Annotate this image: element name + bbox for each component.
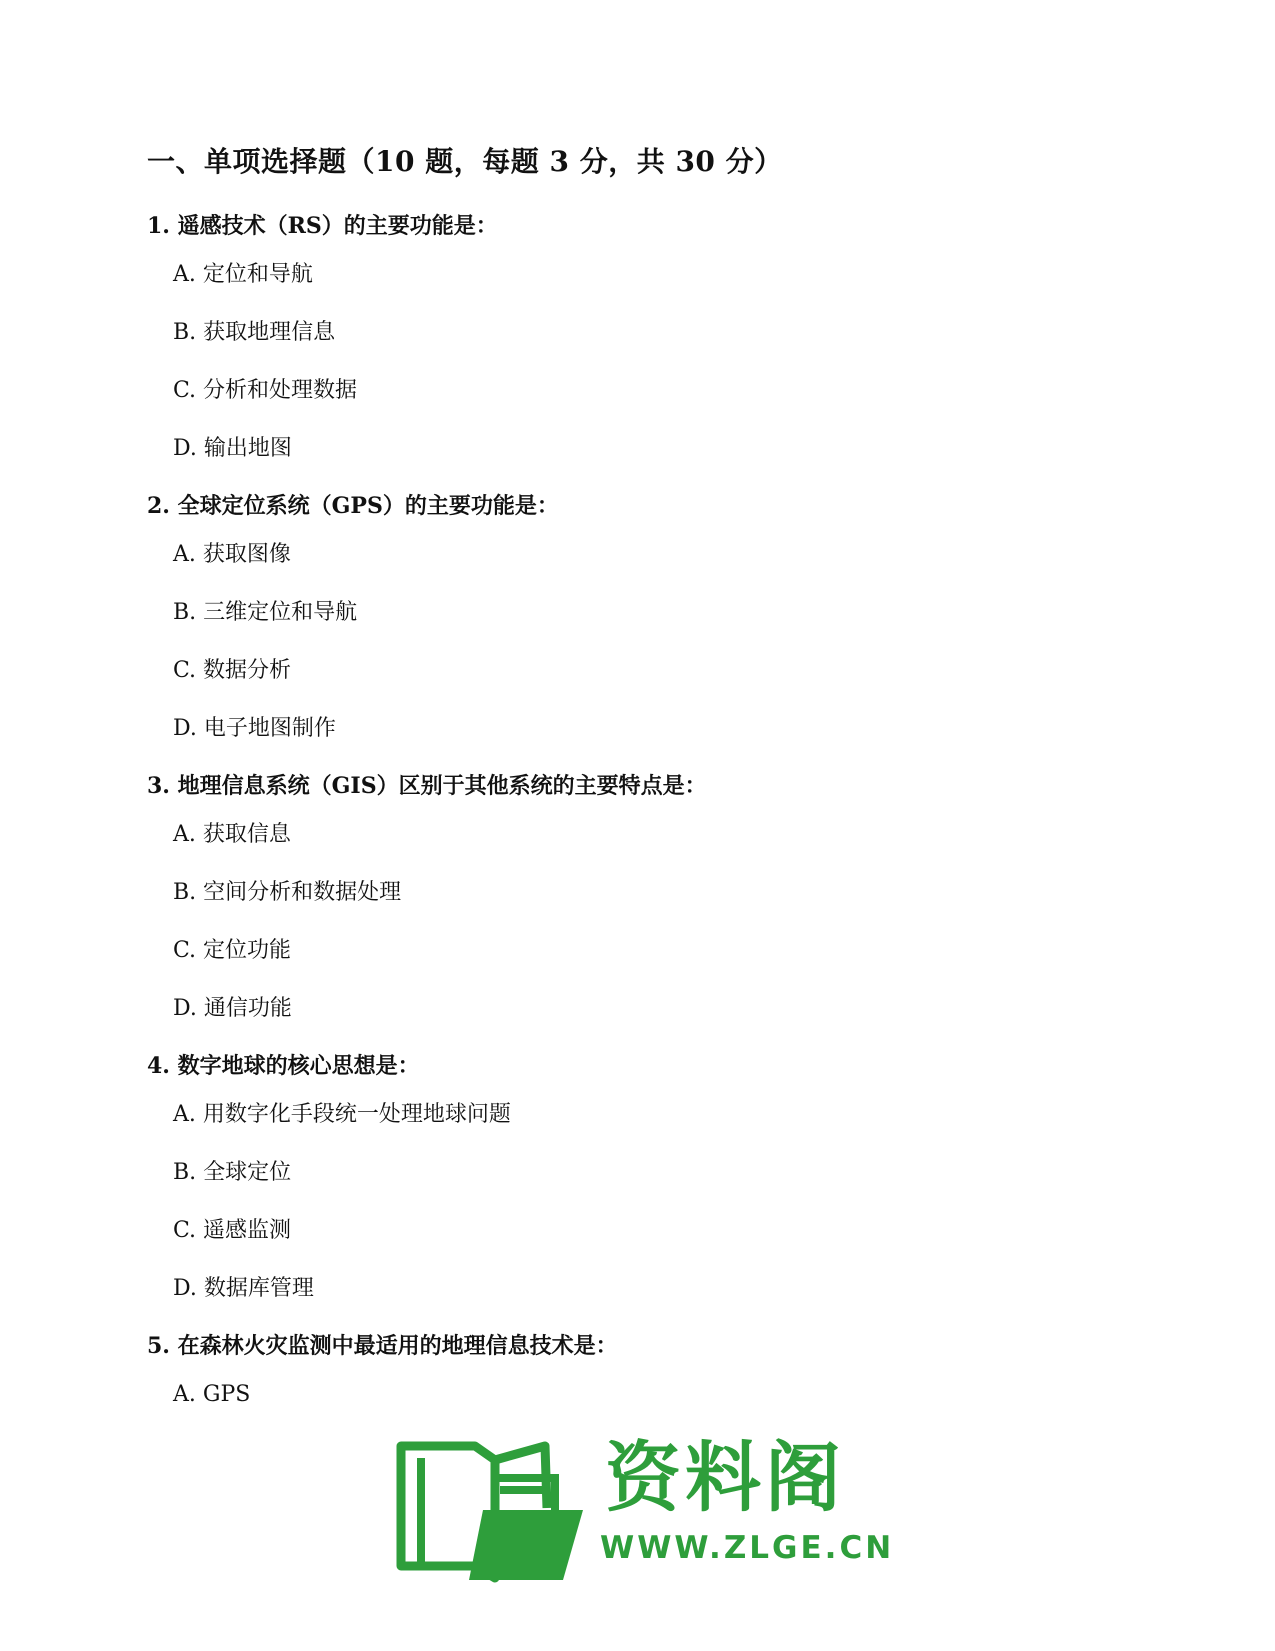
question-text: 3. 地理信息系统（GIS）区别于其他系统的主要特点是： <box>147 773 707 799</box>
open-book-folder-icon <box>395 1438 590 1588</box>
option-c: C. 分析和处理数据 <box>173 378 358 403</box>
option-a: A. 获取信息 <box>173 822 291 847</box>
watermark-name: 资料阁 <box>605 1433 845 1522</box>
option-a: A. 用数字化手段统一处理地球问题 <box>173 1102 511 1127</box>
question-list <box>147 206 1147 1432</box>
option-a: A. 定位和导航 <box>173 262 313 287</box>
question-5 <box>147 1326 1147 1424</box>
question-4 <box>147 1046 1147 1318</box>
option-d: D. 通信功能 <box>173 996 292 1021</box>
option-b: B. 空间分析和数据处理 <box>173 880 402 905</box>
question-text: 1. 遥感技术（RS）的主要功能是： <box>147 213 498 239</box>
option-d: D. 电子地图制作 <box>173 716 336 741</box>
option-b: B. 全球定位 <box>173 1160 292 1185</box>
question-3 <box>147 766 1147 1038</box>
question-text: 5. 在森林火灾监测中最适用的地理信息技术是： <box>147 1333 618 1359</box>
option-a: A. 获取图像 <box>173 542 291 567</box>
option-b: B. 获取地理信息 <box>173 320 336 345</box>
option-c: C. 定位功能 <box>173 938 292 963</box>
question-1 <box>147 206 1147 478</box>
watermark-logo <box>395 1433 895 1588</box>
option-d: D. 数据库管理 <box>173 1276 314 1301</box>
option-a: A. GPS <box>173 1382 251 1407</box>
watermark-url: WWW.ZLGE.CN <box>600 1530 895 1566</box>
question-text: 2. 全球定位系统（GPS）的主要功能是： <box>147 493 559 519</box>
section-title: 一、单项选择题（10 题，每题 3 分，共 30 分） <box>147 145 783 178</box>
option-c: C. 数据分析 <box>173 658 292 683</box>
option-c: C. 遥感监测 <box>173 1218 292 1243</box>
question-text: 4. 数字地球的核心思想是： <box>147 1053 420 1079</box>
option-d: D. 输出地图 <box>173 436 292 461</box>
question-2 <box>147 486 1147 758</box>
option-b: B. 三维定位和导航 <box>173 600 358 625</box>
